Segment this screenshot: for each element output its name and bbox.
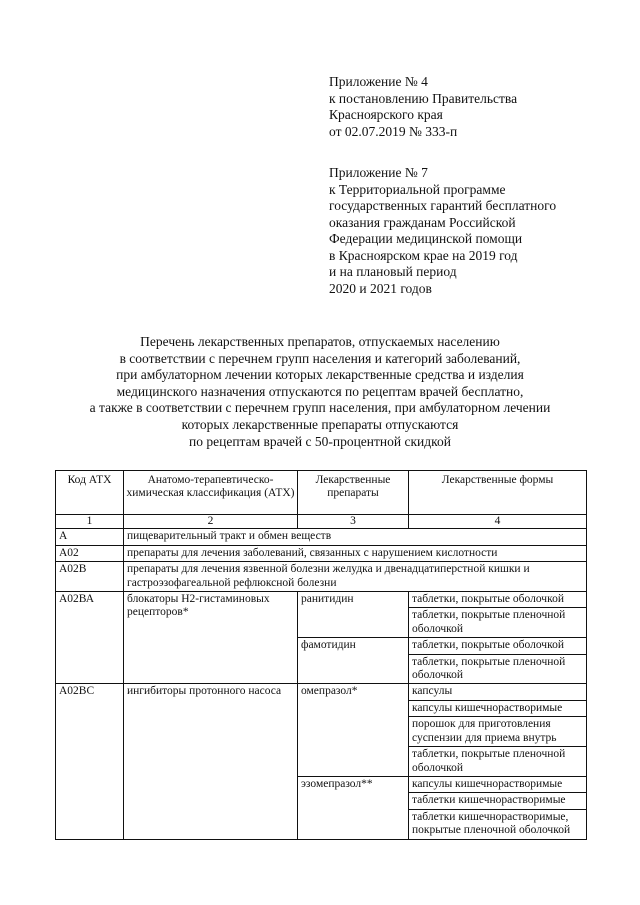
drug-name: ранитидин	[298, 592, 409, 638]
atx-code: А02	[56, 545, 124, 561]
table-row	[56, 529, 587, 545]
dosage-form: таблетки кишечнорастворимые, покрытые пленочной оболочкой	[409, 809, 587, 839]
title-line: а также в соответствии с перечнем групп населения, при амбулаторном лечении	[89, 400, 551, 416]
column-number: 4	[409, 515, 587, 529]
appendix-4-header	[329, 74, 517, 140]
atx-code: А02В	[56, 562, 124, 592]
appendix-line: 2020 и 2021 годов	[329, 280, 432, 296]
dosage-form: капсулы	[409, 684, 587, 700]
title-line: по рецептам врачей с 50-процентной скидкой	[189, 433, 451, 449]
appendix-line: и на плановый период	[329, 264, 457, 279]
dosage-form: таблетки кишечнорастворимые	[409, 793, 587, 809]
dosage-form: капсулы кишечнорастворимые	[409, 776, 587, 792]
appendix-line: Федерации медицинской помощи	[329, 231, 523, 246]
dosage-form: таблетки, покрытые оболочкой	[409, 592, 587, 608]
table-row	[56, 684, 587, 700]
dosage-form: таблетки, покрытые оболочкой	[409, 638, 587, 654]
appendix-line: Приложение № 7	[329, 165, 428, 180]
group-description: препараты для лечения заболеваний, связанных с нарушением кислотности	[124, 545, 587, 561]
drug-list-table	[55, 470, 587, 840]
title-line: в соответствии с перечнем групп населения и категорий заболеваний,	[119, 350, 521, 366]
table-header-row	[56, 471, 587, 515]
appendix-line: оказания гражданам Российской	[329, 214, 516, 230]
document-title	[40, 334, 600, 450]
table-row	[56, 545, 587, 561]
header-drugs: Лекарственные препараты	[298, 471, 409, 515]
drug-name: омепразол*	[298, 684, 409, 776]
group-description: пищеварительный тракт и обмен веществ	[124, 529, 587, 545]
dosage-form: таблетки, покрытые пленочной оболочкой	[409, 747, 587, 777]
appendix-7-header	[329, 165, 556, 297]
column-number: 2	[124, 515, 298, 529]
appendix-line: к постановлению Правительства	[329, 90, 518, 106]
title-line: которых лекарственные препараты отпускаются	[181, 416, 459, 432]
appendix-line: от 02.07.2019 № 333-п	[329, 123, 458, 139]
title-line: медицинского назначения отпускаются по рецептам врачей бесплатно,	[116, 383, 524, 399]
header-forms: Лекарственные формы	[409, 471, 587, 515]
column-number: 1	[56, 515, 124, 529]
appendix-line: государственных гарантий бесплатного	[329, 198, 557, 213]
atx-code: А02ВС	[56, 684, 124, 839]
atx-code: А	[56, 529, 124, 545]
drug-name: фамотидин	[298, 638, 409, 684]
table-row	[56, 562, 587, 592]
title-line: при амбулаторном лечении которых лекарственные средства и изделия	[116, 367, 524, 383]
header-code: Код АТХ	[56, 471, 124, 515]
dosage-form: таблетки, покрытые пленочной оболочкой	[409, 654, 587, 684]
header-classification: Анатомо-терапевтическо-химическая классификация (АТХ)	[124, 471, 298, 515]
classification-cell: ингибиторы протонного насоса	[124, 684, 298, 839]
table-row	[56, 592, 587, 608]
appendix-line: в Красноярском крае на 2019 год	[329, 247, 518, 263]
dosage-form: капсулы кишечнорастворимые	[409, 700, 587, 716]
group-description: препараты для лечения язвенной болезни желудка и двенадцатиперстной кишки и гастроэзофагеальной рефлюксной болезни	[124, 562, 587, 592]
dosage-form: порошок для приготовления суспензии для приема внутрь	[409, 717, 587, 747]
atx-code: А02ВА	[56, 592, 124, 684]
drug-name: эзомепразол**	[298, 776, 409, 839]
column-number-row	[56, 515, 587, 529]
appendix-line: Приложение № 4	[329, 74, 428, 89]
classification-cell: блокаторы Н2-гистаминовых рецепторов*	[124, 592, 298, 684]
dosage-form: таблетки, покрытые пленочной оболочкой	[409, 608, 587, 638]
appendix-line: Красноярского края	[329, 107, 443, 122]
appendix-line: к Территориальной программе	[329, 181, 506, 197]
column-number: 3	[298, 515, 409, 529]
title-line: Перечень лекарственных препаратов, отпускаемых населению	[140, 334, 500, 349]
